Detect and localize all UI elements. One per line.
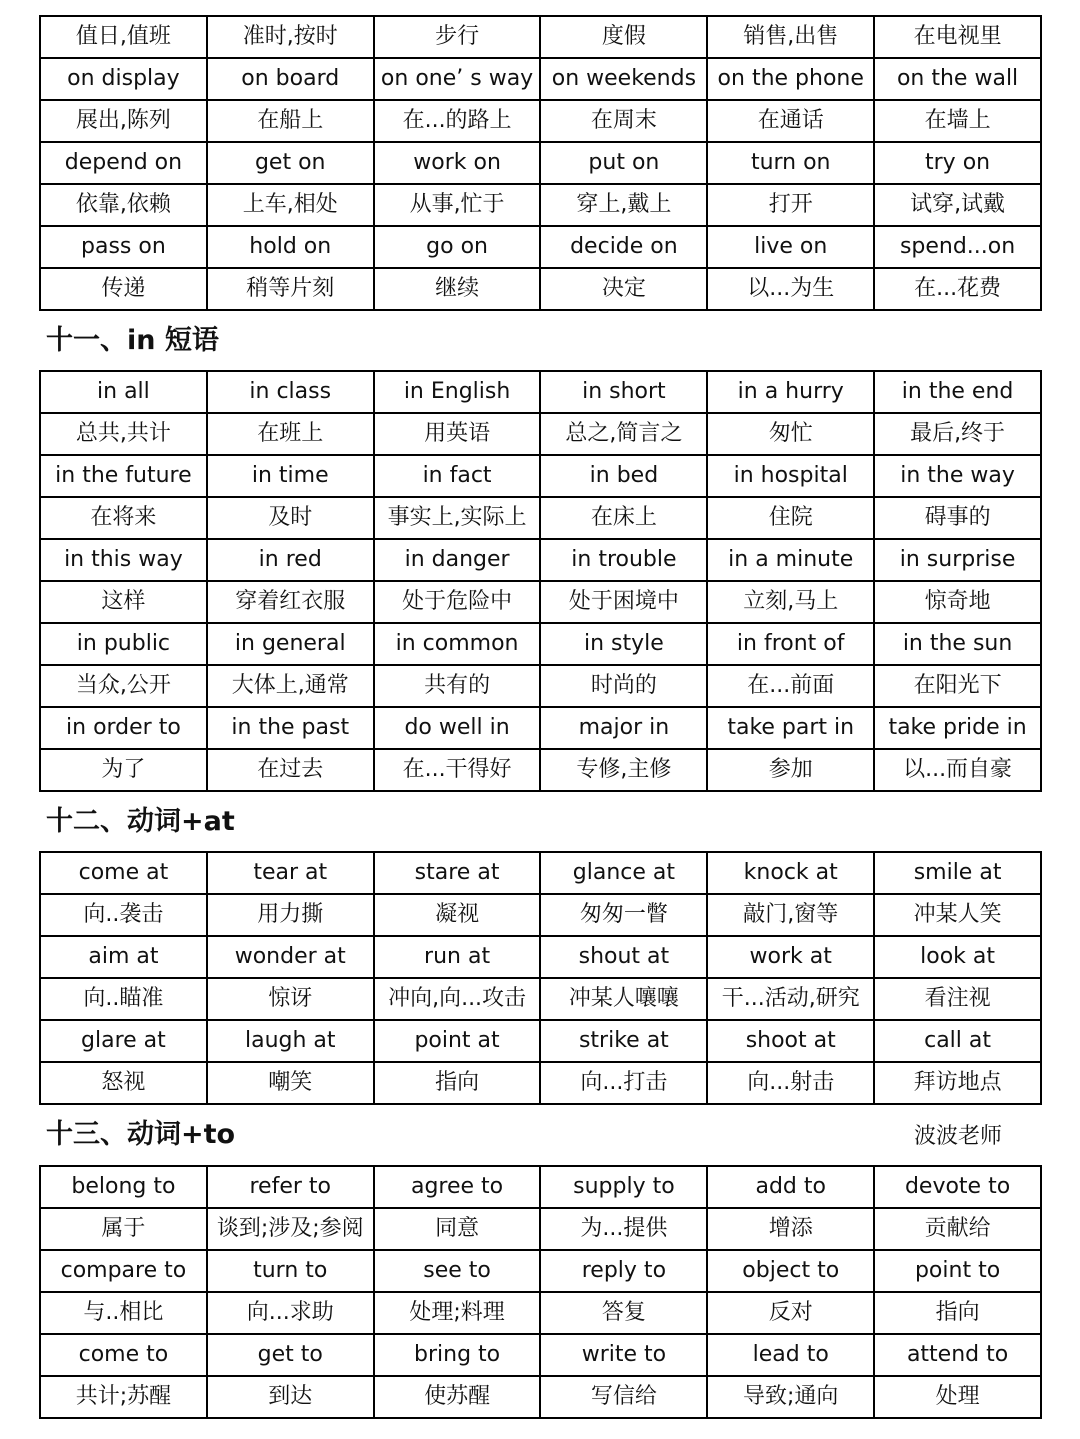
table-cell: 共计;苏醒 <box>40 1376 207 1418</box>
table-cell: 展出,陈列 <box>40 100 207 142</box>
table-cell: 继续 <box>374 268 541 310</box>
table-row <box>40 623 1041 665</box>
table-cell: 在电视里 <box>874 16 1041 58</box>
table-cell: glance at <box>540 852 707 894</box>
table-cell: 在过去 <box>207 749 374 791</box>
table-cell: 敲门,窗等 <box>707 894 874 936</box>
table-cell: shout at <box>540 936 707 978</box>
table-cell: come to <box>40 1334 207 1376</box>
table-row <box>40 100 1041 142</box>
table-cell: go on <box>374 226 541 268</box>
table-cell: 当众,公开 <box>40 665 207 707</box>
table-row <box>40 142 1041 184</box>
table-cell: stare at <box>374 852 541 894</box>
table-row <box>40 1334 1041 1376</box>
table-cell: 怒视 <box>40 1062 207 1104</box>
table-cell: lead to <box>707 1334 874 1376</box>
table-cell: in common <box>374 623 541 665</box>
table-row <box>40 226 1041 268</box>
table-cell: 属于 <box>40 1208 207 1250</box>
table-row <box>40 1166 1041 1208</box>
table-cell: 拜访地点 <box>874 1062 1041 1104</box>
table-cell: in order to <box>40 707 207 749</box>
phrase-table-on <box>39 15 1042 311</box>
table-row <box>40 665 1041 707</box>
table-cell: in general <box>207 623 374 665</box>
table-cell: take pride in <box>874 707 1041 749</box>
table-cell: 大体上,通常 <box>207 665 374 707</box>
table-cell: belong to <box>40 1166 207 1208</box>
table-cell: in fact <box>374 455 541 497</box>
table-cell: try on <box>874 142 1041 184</box>
table-cell: 处理 <box>874 1376 1041 1418</box>
table-cell: 值日,值班 <box>40 16 207 58</box>
table-cell: 在...干得好 <box>374 749 541 791</box>
table-row <box>40 58 1041 100</box>
table-cell: on the phone <box>707 58 874 100</box>
table-cell: in a hurry <box>707 371 874 413</box>
table-cell: 度假 <box>540 16 707 58</box>
table-cell: live on <box>707 226 874 268</box>
table-cell: in the future <box>40 455 207 497</box>
table-cell: 上车,相处 <box>207 184 374 226</box>
table-cell: 干...活动,研究 <box>707 978 874 1020</box>
table-cell: work on <box>374 142 541 184</box>
table-cell: 这样 <box>40 581 207 623</box>
table-cell: 用英语 <box>374 413 541 455</box>
table-cell: major in <box>540 707 707 749</box>
table-cell: 指向 <box>374 1062 541 1104</box>
table-cell: get on <box>207 142 374 184</box>
table-cell: in all <box>40 371 207 413</box>
table-cell: 用力撕 <box>207 894 374 936</box>
table-cell: tear at <box>207 852 374 894</box>
table-cell: 惊奇地 <box>874 581 1041 623</box>
table-cell: 销售,出售 <box>707 16 874 58</box>
table-cell: wonder at <box>207 936 374 978</box>
table-cell: 在阳光下 <box>874 665 1041 707</box>
table-cell: see to <box>374 1250 541 1292</box>
table-cell: 向..瞄准 <box>40 978 207 1020</box>
table-cell: pass on <box>40 226 207 268</box>
table-row <box>40 16 1041 58</box>
table-cell: run at <box>374 936 541 978</box>
table-cell: in surprise <box>874 539 1041 581</box>
table-cell: 谈到;涉及;参阅 <box>207 1208 374 1250</box>
table-row <box>40 1062 1041 1104</box>
table-cell: 在...前面 <box>707 665 874 707</box>
table-cell: 处于危险中 <box>374 581 541 623</box>
table-row <box>40 894 1041 936</box>
table-cell: 惊讶 <box>207 978 374 1020</box>
table-cell: reply to <box>540 1250 707 1292</box>
table-cell: call at <box>874 1020 1041 1062</box>
phrase-table-at <box>39 851 1042 1105</box>
table-cell: in the past <box>207 707 374 749</box>
table-cell: turn to <box>207 1250 374 1292</box>
table-cell: add to <box>707 1166 874 1208</box>
table-cell: 向...求助 <box>207 1292 374 1334</box>
table-row <box>40 1292 1041 1334</box>
table-cell: 匆匆一瞥 <box>540 894 707 936</box>
section-heading-to: 十三、动词+to <box>46 1119 236 1150</box>
section-heading-in: 十一、in 短语 <box>46 325 219 356</box>
table-row <box>40 749 1041 791</box>
table-cell: 指向 <box>874 1292 1041 1334</box>
table-cell: hold on <box>207 226 374 268</box>
table-cell: 嘲笑 <box>207 1062 374 1104</box>
table-cell: glare at <box>40 1020 207 1062</box>
table-cell: 碍事的 <box>874 497 1041 539</box>
table-cell: 穿着红衣服 <box>207 581 374 623</box>
table-cell: 在周末 <box>540 100 707 142</box>
table-cell: on display <box>40 58 207 100</box>
table-cell: 准时,按时 <box>207 16 374 58</box>
table-cell: 稍等片刻 <box>207 268 374 310</box>
table-cell: point to <box>874 1250 1041 1292</box>
table-cell: 在床上 <box>540 497 707 539</box>
table-cell: look at <box>874 936 1041 978</box>
table-row <box>40 707 1041 749</box>
table-cell: decide on <box>540 226 707 268</box>
table-cell: 导致;通向 <box>707 1376 874 1418</box>
table-cell: depend on <box>40 142 207 184</box>
table-cell: shoot at <box>707 1020 874 1062</box>
section-heading-at: 十二、动词+at <box>46 806 235 837</box>
table-cell: 使苏醒 <box>374 1376 541 1418</box>
table-cell: 事实上,实际上 <box>374 497 541 539</box>
table-cell: 以...为生 <box>707 268 874 310</box>
table-cell: 冲向,向...攻击 <box>374 978 541 1020</box>
table-cell: refer to <box>207 1166 374 1208</box>
table-cell: 总共,共计 <box>40 413 207 455</box>
phrase-table-to <box>39 1165 1042 1419</box>
table-cell: 处理;料理 <box>374 1292 541 1334</box>
table-cell: 专修,主修 <box>540 749 707 791</box>
table-cell: in a minute <box>707 539 874 581</box>
table-cell: 冲某人笑 <box>874 894 1041 936</box>
table-cell: put on <box>540 142 707 184</box>
table-row <box>40 1376 1041 1418</box>
table-cell: in public <box>40 623 207 665</box>
table-cell: 在...花费 <box>874 268 1041 310</box>
table-cell: 打开 <box>707 184 874 226</box>
table-cell: in the end <box>874 371 1041 413</box>
table-cell: laugh at <box>207 1020 374 1062</box>
table-row <box>40 539 1041 581</box>
table-cell: 住院 <box>707 497 874 539</box>
table-cell: 凝视 <box>374 894 541 936</box>
table-cell: compare to <box>40 1250 207 1292</box>
table-cell: on one’ s way <box>374 58 541 100</box>
table-cell: aim at <box>40 936 207 978</box>
table-cell: in English <box>374 371 541 413</box>
table-cell: 步行 <box>374 16 541 58</box>
table-cell: 与..相比 <box>40 1292 207 1334</box>
table-cell: 匆忙 <box>707 413 874 455</box>
table-cell: 最后,终于 <box>874 413 1041 455</box>
table-cell: supply to <box>540 1166 707 1208</box>
table-cell: in style <box>540 623 707 665</box>
table-cell: 时尚的 <box>540 665 707 707</box>
table-cell: smile at <box>874 852 1041 894</box>
table-row <box>40 852 1041 894</box>
table-row <box>40 455 1041 497</box>
table-cell: knock at <box>707 852 874 894</box>
table-row <box>40 1250 1041 1292</box>
table-cell: 到达 <box>207 1376 374 1418</box>
table-cell: in trouble <box>540 539 707 581</box>
table-cell: 冲某人嚷嚷 <box>540 978 707 1020</box>
table-cell: 决定 <box>540 268 707 310</box>
table-cell: 为了 <box>40 749 207 791</box>
table-cell: 传递 <box>40 268 207 310</box>
table-cell: spend...on <box>874 226 1041 268</box>
table-cell: in front of <box>707 623 874 665</box>
table-cell: 反对 <box>707 1292 874 1334</box>
table-cell: 共有的 <box>374 665 541 707</box>
table-cell: bring to <box>374 1334 541 1376</box>
phrase-table-in <box>39 370 1042 792</box>
table-cell: in this way <box>40 539 207 581</box>
table-cell: 穿上,戴上 <box>540 184 707 226</box>
table-cell: 为...提供 <box>540 1208 707 1250</box>
table-cell: 写信给 <box>540 1376 707 1418</box>
table-cell: 在通话 <box>707 100 874 142</box>
table-cell: 向...打击 <box>540 1062 707 1104</box>
author-credit: 波波老师 <box>913 1124 1002 1149</box>
table-row <box>40 581 1041 623</box>
table-row <box>40 936 1041 978</box>
table-cell: agree to <box>374 1166 541 1208</box>
table-cell: 处于困境中 <box>540 581 707 623</box>
table-cell: work at <box>707 936 874 978</box>
table-cell: on board <box>207 58 374 100</box>
table-cell: 立刻,马上 <box>707 581 874 623</box>
table-cell: 同意 <box>374 1208 541 1250</box>
table-cell: 及时 <box>207 497 374 539</box>
table-cell: in danger <box>374 539 541 581</box>
table-cell: come at <box>40 852 207 894</box>
table-cell: in short <box>540 371 707 413</box>
table-row <box>40 371 1041 413</box>
table-cell: do well in <box>374 707 541 749</box>
table-cell: object to <box>707 1250 874 1292</box>
table-row <box>40 184 1041 226</box>
table-cell: 在将来 <box>40 497 207 539</box>
table-row <box>40 268 1041 310</box>
table-cell: take part in <box>707 707 874 749</box>
table-row <box>40 1208 1041 1250</box>
table-row <box>40 1020 1041 1062</box>
table-cell: in time <box>207 455 374 497</box>
table-cell: 在...的路上 <box>374 100 541 142</box>
table-cell: point at <box>374 1020 541 1062</box>
table-cell: 在船上 <box>207 100 374 142</box>
table-cell: turn on <box>707 142 874 184</box>
table-cell: 在班上 <box>207 413 374 455</box>
table-cell: 在墙上 <box>874 100 1041 142</box>
table-cell: in the way <box>874 455 1041 497</box>
table-cell: 以...而自豪 <box>874 749 1041 791</box>
table-cell: write to <box>540 1334 707 1376</box>
table-cell: get to <box>207 1334 374 1376</box>
table-cell: 向..袭击 <box>40 894 207 936</box>
table-cell: 向...射击 <box>707 1062 874 1104</box>
table-cell: in hospital <box>707 455 874 497</box>
table-cell: 贡献给 <box>874 1208 1041 1250</box>
table-cell: 答复 <box>540 1292 707 1334</box>
table-cell: attend to <box>874 1334 1041 1376</box>
table-cell: 依靠,依赖 <box>40 184 207 226</box>
table-cell: 参加 <box>707 749 874 791</box>
table-row <box>40 413 1041 455</box>
table-cell: 总之,简言之 <box>540 413 707 455</box>
table-cell: devote to <box>874 1166 1041 1208</box>
table-cell: strike at <box>540 1020 707 1062</box>
table-cell: 试穿,试戴 <box>874 184 1041 226</box>
table-cell: on the wall <box>874 58 1041 100</box>
table-cell: 看注视 <box>874 978 1041 1020</box>
table-cell: 增添 <box>707 1208 874 1250</box>
table-row <box>40 978 1041 1020</box>
table-row <box>40 497 1041 539</box>
table-cell: in class <box>207 371 374 413</box>
table-cell: in bed <box>540 455 707 497</box>
table-cell: in red <box>207 539 374 581</box>
table-cell: on weekends <box>540 58 707 100</box>
table-cell: in the sun <box>874 623 1041 665</box>
table-cell: 从事,忙于 <box>374 184 541 226</box>
